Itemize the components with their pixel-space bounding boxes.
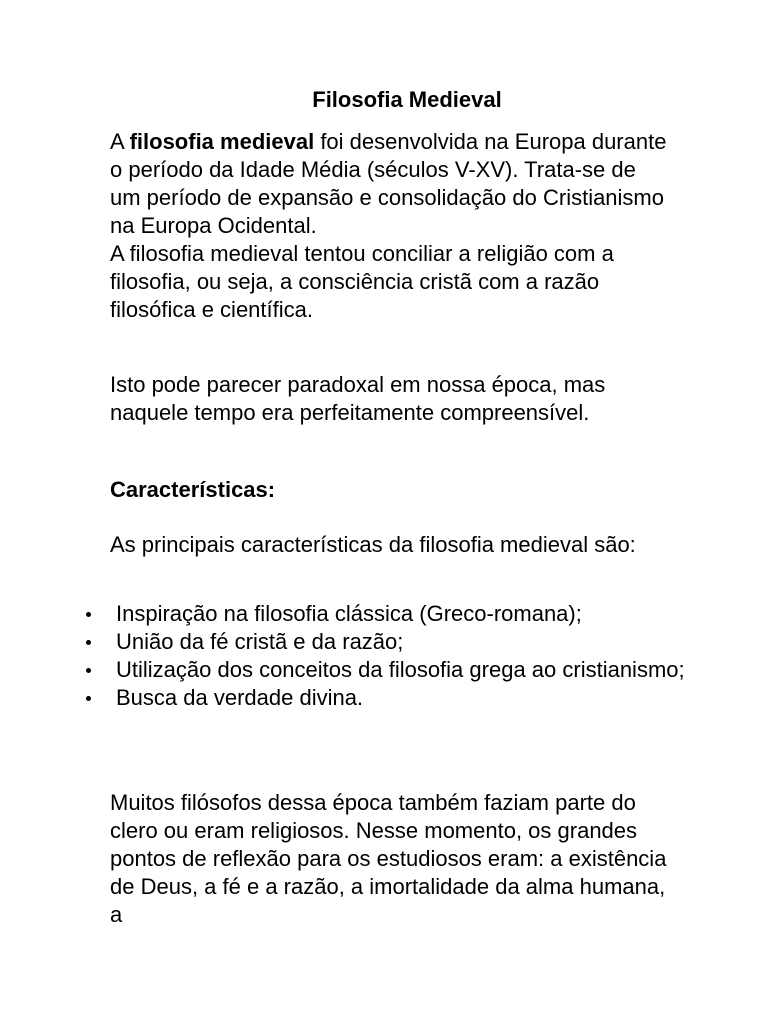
list-item <box>86 600 686 628</box>
page-title: Filosofia Medieval <box>312 87 502 112</box>
bullet-icon <box>86 612 91 617</box>
list-item-text: Inspiração na filosofia clássica (Greco-romana); <box>116 601 582 626</box>
intro-paragraph <box>110 128 670 324</box>
closing-paragraph: Muitos filósofos dessa época também faziam parte do clero ou eram religiosos. Nesse momento, os grandes pontos de reflexão para os estudiosos eram: a existência de Deus, a fé e a razão, a imortalidade da alma humana, a <box>110 790 667 927</box>
list-item <box>86 656 686 684</box>
intro-second-line: A filosofia medieval tentou conciliar a religião com a filosofia, ou seja, a consciência cristã com a razão filosófica e científica. <box>110 241 614 322</box>
list-item <box>86 684 686 712</box>
list-item-text: União da fé cristã e da razão; <box>116 629 404 654</box>
intro-text <box>110 128 670 240</box>
paradox-paragraph: Isto pode parecer paradoxal em nossa época, mas naquele tempo era perfeitamente compreensível. <box>110 372 606 425</box>
list-lead-paragraph: As principais características da filosofia medieval são: <box>110 532 636 557</box>
bullet-icon <box>86 668 91 673</box>
intro-rest: foi desenvolvida na Europa durante o período da Idade Média (séculos V-XV). Trata-se de um período de expansão e consolidação do Cristianismo na Europa Ocidental. <box>110 129 667 238</box>
bullet-icon <box>86 640 91 645</box>
list-item-text: Utilização dos conceitos da filosofia grega ao cristianismo; <box>116 657 685 682</box>
characteristics-list <box>86 600 686 712</box>
intro-prefix: A <box>110 129 130 154</box>
intro-bold-term: filosofia medieval <box>129 129 315 154</box>
list-item-text: Busca da verdade divina. <box>116 685 364 710</box>
bullet-icon <box>86 696 91 701</box>
list-item <box>86 628 686 656</box>
section-heading: Características: <box>110 477 276 502</box>
